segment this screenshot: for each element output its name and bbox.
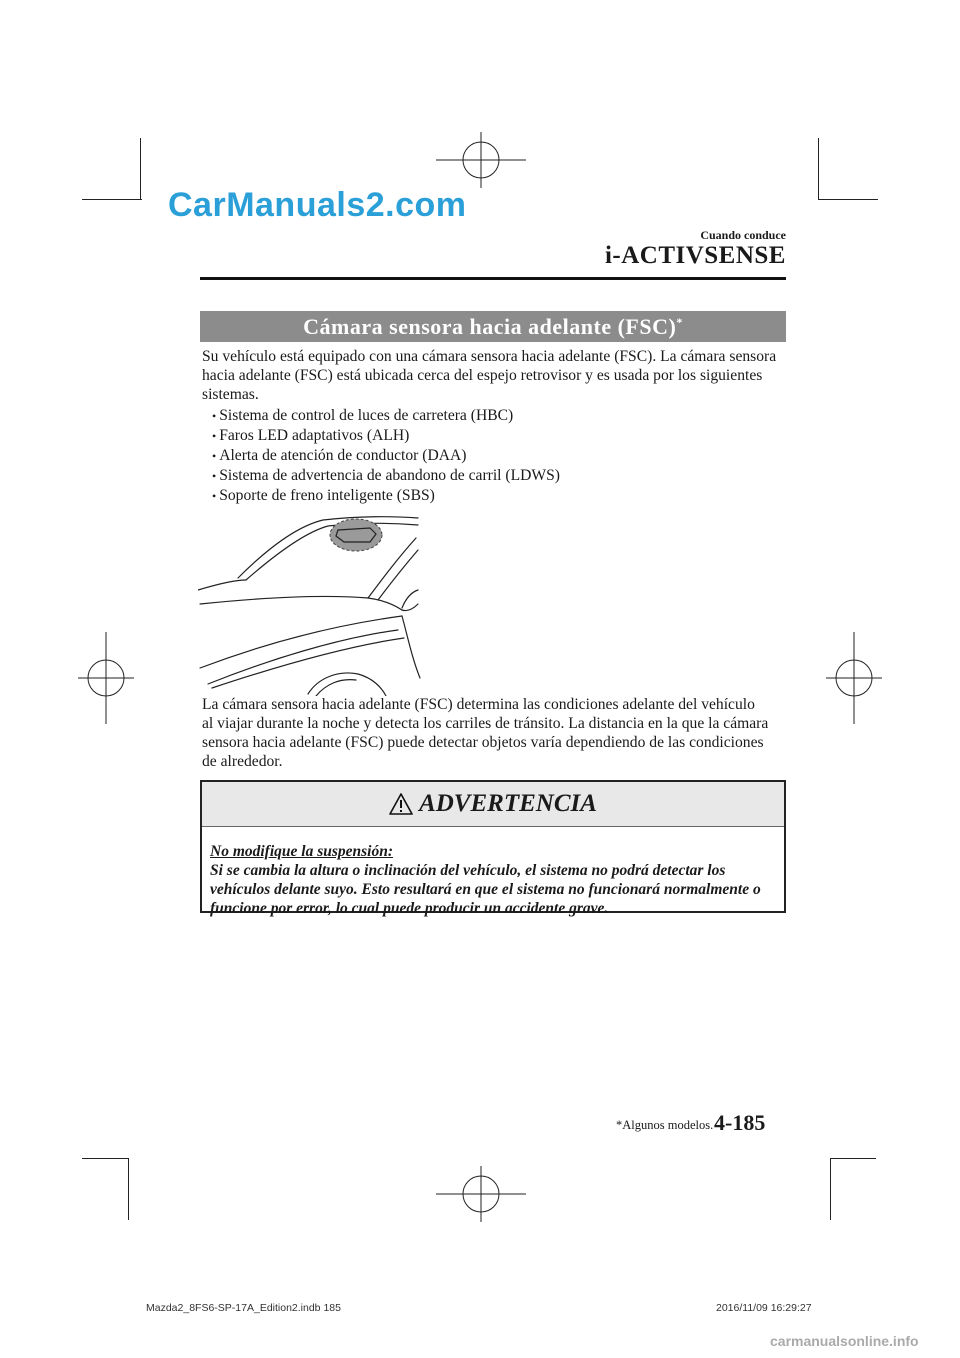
list-item: • Faros LED adaptativos (ALH)	[212, 426, 712, 446]
intro-line: Su vehículo está equipado con una cámara sensora hacia adelante (FSC). La cámara sensora	[202, 348, 777, 365]
page-number: 4-185	[714, 1110, 766, 1135]
warning-line: Si se cambia la altura o inclinación del vehículo, el sistema no podrá detectar los	[210, 862, 726, 879]
registration-mark-bottom	[436, 1166, 526, 1222]
watermark-bottom: carmanualsonline.info	[770, 1333, 919, 1349]
topic-banner	[200, 311, 786, 342]
print-footer	[146, 1302, 846, 1314]
list-item: • Sistema de advertencia de abandono de carril (LDWS)	[212, 466, 712, 486]
warning-line: funcione por error, lo cual puede producir un accidente grave.	[210, 900, 609, 917]
warning-header	[202, 782, 784, 827]
section-label: Cuando conduce	[700, 228, 786, 242]
section-title: i-ACTIVSENSE	[604, 242, 786, 269]
list-item: • Alerta de atención de conductor (DAA)	[212, 446, 712, 466]
warning-subtitle: No modifique la suspensión:	[210, 843, 394, 860]
intro-paragraph	[202, 347, 786, 404]
header-rule	[200, 277, 786, 280]
banner-asterisk: *	[676, 315, 683, 329]
footer-file: Mazda2_8FS6-SP-17A_Edition2.indb 185	[146, 1302, 341, 1314]
warning-line: vehículos delante suyo. Esto resultará en que el sistema no funcionará normalmente o	[210, 881, 761, 898]
warning-triangle-icon	[389, 793, 413, 815]
camera-location-illustration	[198, 508, 422, 696]
warning-title: ADVERTENCIA	[419, 790, 597, 817]
registration-mark-right	[826, 632, 882, 724]
warning-box	[200, 780, 786, 917]
footer-timestamp: 2016/11/09 16:29:27	[716, 1302, 812, 1314]
intro-line: hacia adelante (FSC) está ubicada cerca del espejo retrovisor y es usada por los siguientes	[202, 367, 763, 384]
description-paragraph	[202, 695, 786, 771]
registration-mark-top	[436, 132, 526, 188]
warning-body	[202, 827, 784, 918]
registration-mark-left	[78, 632, 134, 724]
list-item: • Sistema de control de luces de carretera (HBC)	[212, 406, 712, 426]
description-line: sensora hacia adelante (FSC) puede detectar objetos varía dependiendo de las condiciones	[202, 734, 764, 751]
description-line: al viajar durante la noche y detecta los carriles de tránsito. La distancia en la que la cámara	[202, 715, 769, 732]
watermark-logo: CarManuals2.com	[168, 186, 467, 224]
systems-list	[212, 406, 712, 506]
list-item: • Soporte de freno inteligente (SBS)	[212, 486, 712, 506]
intro-line: sistemas.	[202, 386, 259, 403]
footnote: *Algunos modelos.	[616, 1118, 714, 1132]
banner-title: Cámara sensora hacia adelante (FSC)	[303, 314, 677, 339]
description-line: de alrededor.	[202, 753, 283, 770]
description-line: La cámara sensora hacia adelante (FSC) determina las condiciones adelante del vehículo	[202, 696, 755, 713]
